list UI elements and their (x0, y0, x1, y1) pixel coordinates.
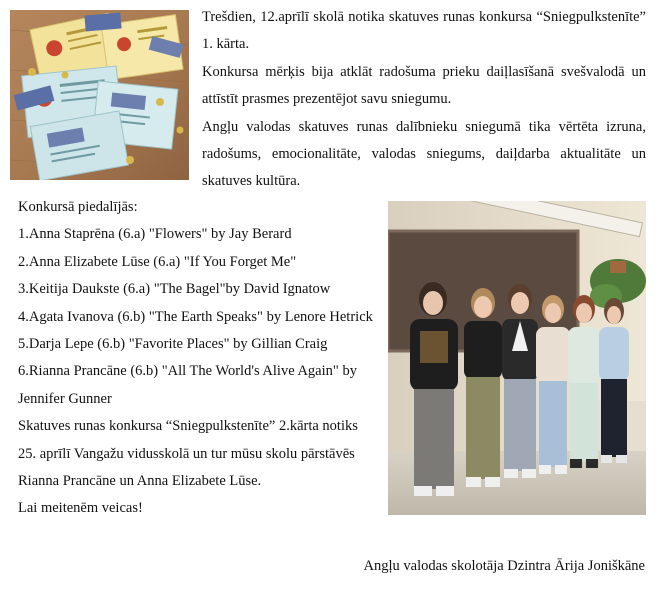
certificates-photo (10, 10, 189, 180)
teacher-signature: Angļu valodas skolotāja Dzintra Ārija Joniškāne (363, 558, 645, 574)
participant-item: 6.Rianna Prancāne (6.b) "All The World's Alive Again" by Jennifer Gunner (18, 363, 357, 407)
participants-heading: Konkursā piedalījās: (18, 199, 138, 215)
participant-item: 1.Anna Staprēna (6.a) "Flowers" by Jay Berard (18, 226, 292, 243)
participants-section (18, 194, 376, 523)
group-photo (388, 201, 646, 515)
next-round-text: Skatuves runas konkursa “Sniegpulkstenīte” 2.kārta notiks 25. aprīlī Vangažu vidusskolā un tur mūsu skolu pārstāvēs Rianna Prancāne un Anna Elizabete Lūse. (18, 418, 358, 490)
wish-text: Lai meitenēm veicas! (18, 500, 143, 517)
certificates-photo-graphic (10, 10, 189, 180)
intro-paragraph-goal: Konkursa mērķis bija atklāt radošuma prieku daiļlasīšanā svešvalodā un attīstīt prasmes prezentējot savu sniegumu. (202, 63, 646, 108)
participant-item: 3.Keitija Daukste (6.a) "The Bagel"by David Ignatow (18, 281, 331, 298)
participant-item: 5.Darja Lepe (6.b) "Favorite Places" by Gillian Craig (18, 336, 328, 353)
intro-text (202, 4, 646, 196)
group-photo-graphic (388, 201, 646, 515)
participant-item: 4.Agata Ivanova (6.b) "The Earth Speaks" by Lenore Hetrick (18, 308, 373, 325)
intro-paragraph-date: Trešdien, 12.aprīlī skolā notika skatuves runas konkursa “Sniegpulkstenīte” 1. kārta. (202, 9, 646, 53)
participant-item: 2.Anna Elizabete Lūse (6.a) "If You Forget Me" (18, 253, 297, 270)
intro-paragraph-criteria: Angļu valodas skatuves runas dalībnieku sniegumā tika vērtēta izruna, radošums, emocionalitāte, valodas sniegums, daiļdarba aktualitāte un skatuves kultūra. (202, 118, 646, 190)
